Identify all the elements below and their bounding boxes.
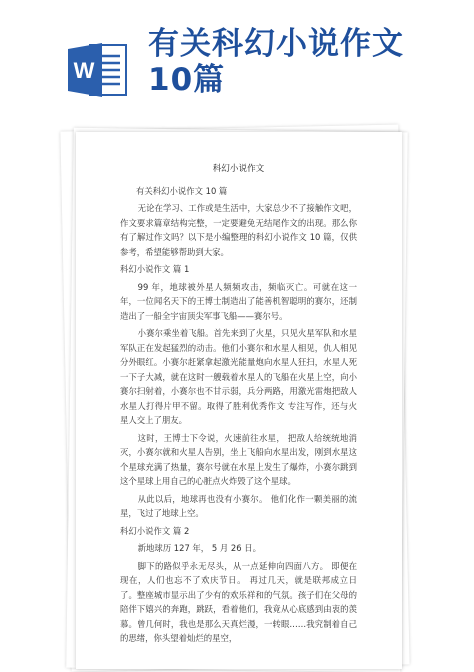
headline-line-1: 有关科幻小说作文 xyxy=(148,26,404,62)
document-subtitle: 有关科幻小说作文 10 篇 xyxy=(135,185,228,196)
essay-2-paragraph-1: 新地球历 127 年， 5 月 26 日。 xyxy=(137,543,261,553)
document-page xyxy=(76,132,402,669)
svg-text:W: W xyxy=(73,58,95,83)
document-title: 科幻小说作文 xyxy=(212,164,265,174)
essay-1-paragraph-2: 小赛尔乘坐着飞船。首先来到了火星，只见火星军队和水星军队正在发起猛烈的动击。他们小赛尔和水星人相见，仇人相见分外眼红。小赛尔赶紧拿起激光能量炮向水星人狂扫，水星人死一下子大减，就在这时一艘载着水星人的飞船在火星上空，向小赛尔扫射着，小赛尔也不甘示弱，兵分两路，用激光雷炮把敌人水星人打得片甲不留。取得了胜利优秀作文 专注写作，还与火星人交上了朋友。 xyxy=(120,328,357,425)
word-document-icon xyxy=(66,38,130,102)
intro-paragraph: 无论在学习、工作或是生活中，大家总少不了接触作文吧，作文要求篇章结构完整，一定要避免无结尾作文的出现。那么你有了解过作文吗？以下是小编整理的科幻小说作文 10 篇，仅供参考，希望能够帮助到大家。 xyxy=(120,203,357,257)
essay-1-heading: 科幻小说作文 篇 1 xyxy=(120,264,190,274)
essay-1-paragraph-3: 这时，王博士下令说，火速前往水星， 把敌人给统统地消灭，小赛尔就和火星人告别，坐上飞船向水星出发，刚到水星这个星球充满了热量，赛尔号就在水星上发生了爆炸，小赛尔跳到这个星球上用自己的心脏点火炸毁了这个星球。 xyxy=(120,432,357,486)
essay-2-paragraph-2: 脚下的路似乎永无尽头，从一点延伸向四面八方。 即便在现在，人们也忘不了欢庆节日。 再过几天，就是联邦成立日了。整座城市显示出了少有的欢乐祥和的气氛。孩子们在父母的陪伴下嬉兴的奔跑，跳跃，看着他们，我竟从心底感到由衷的羡慕。曾几何时，我也是那么天真烂漫，一转眼……我究制着自己的思绪，你头望着灿烂的星空， xyxy=(120,560,357,643)
headline-line-2: 10篇 xyxy=(148,62,226,98)
essay-2-heading: 科幻小说作文 篇 2 xyxy=(120,525,190,536)
essay-1-paragraph-4: 从此以后，地球再也没有小赛尔。 他们化作一颗美丽的流星，飞过了地球上空。 xyxy=(120,493,357,518)
essay-1-paragraph-1: 99 年，地球被外星人频频攻击，频临灭亡。可就在这一年，一位闻名天下的王博士制造出了能善机智聪明的赛尔，还制造出了一船全宇宙顶尖军事飞船——赛尔号。 xyxy=(120,281,357,321)
document-body xyxy=(120,162,357,649)
page-headline xyxy=(148,26,468,98)
